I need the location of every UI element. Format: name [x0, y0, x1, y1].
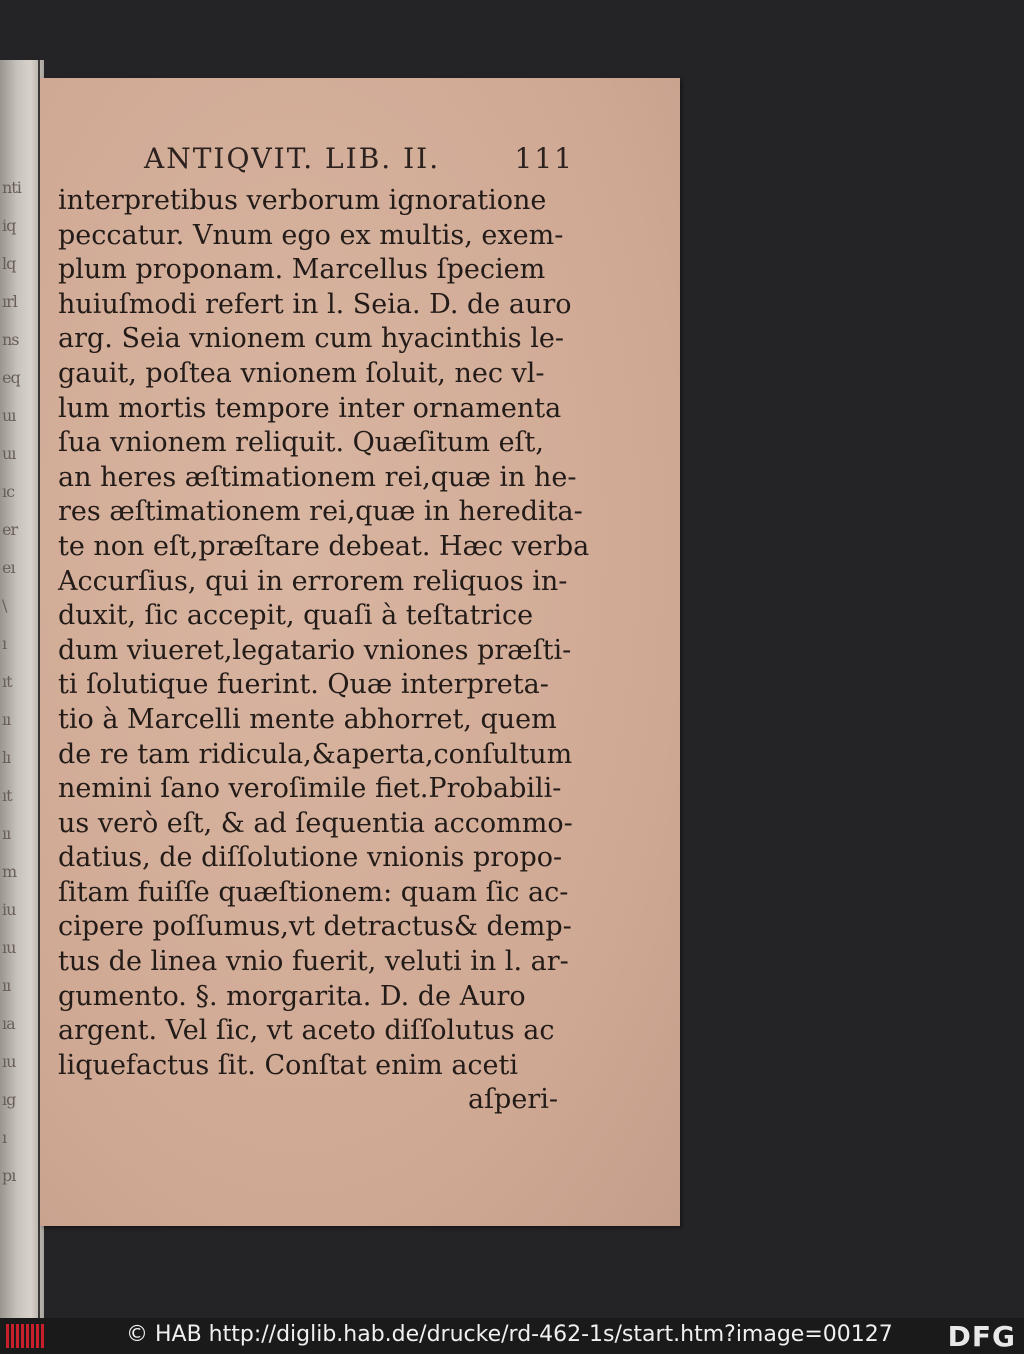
- text-line: duxit, ſic accepit, quaſi à teſtatrice: [58, 600, 534, 632]
- facing-page-fragment: ns: [2, 330, 19, 349]
- facing-page-fragment: er: [2, 520, 18, 539]
- text-line: interpretibus verborum ignoratione: [58, 185, 547, 216]
- text-line: cipere poſſumus,vt detractus& demp-: [58, 911, 572, 943]
- text-line: ti ſolutique fuerint. Quæ interpreta-: [58, 669, 549, 701]
- facing-page-fragment: lı: [2, 748, 11, 767]
- facing-page-fragment: iq: [2, 216, 16, 235]
- text-line: tio à Marcelli mente abhorret, quem: [58, 703, 557, 735]
- facing-page-fragment: ıt: [2, 786, 12, 805]
- text-line: huiuſmodi refert in l. Seia. D. de auro: [58, 288, 572, 320]
- facing-page-fragment: pı: [2, 1166, 16, 1185]
- facing-page-fragment: ıı: [2, 824, 11, 843]
- dfg-logo: DFG: [947, 1320, 1016, 1353]
- facing-page-fragment: lq: [2, 254, 16, 273]
- facing-page-fragment: ıu: [2, 938, 16, 957]
- text-line: Accurſius, qui in errorem reliquos in-: [58, 565, 568, 597]
- text-line: plum proponam. Marcellus ſpeciem: [58, 254, 546, 286]
- text-line: datius, de diſſolutione vnionis propo-: [58, 842, 563, 874]
- facing-page-fragment: nti: [2, 178, 21, 197]
- page-header: [144, 142, 574, 178]
- facing-page-fragment: iu: [2, 900, 16, 919]
- facing-page-fragment: ıa: [2, 1014, 15, 1033]
- facing-page-fragment: ıg: [2, 1090, 16, 1109]
- facing-page-fragment: ı: [2, 634, 7, 653]
- catchword: aſperi-: [467, 1084, 558, 1116]
- facing-page-fragment: uı: [2, 444, 16, 463]
- text-line: nemini ſano veroſimile fiet.Probabili-: [58, 773, 562, 805]
- text-line: arg. Seia vnionem cum hyacinthis le-: [58, 323, 564, 355]
- facing-page-fragment: ıı: [2, 976, 11, 995]
- text-line: us verò eſt, & ad ſequentia accommo-: [58, 807, 573, 839]
- facing-page-fragment: m: [2, 862, 17, 881]
- text-line: ſitam fuiſſe quæſtionem: quam ſic ac-: [58, 876, 569, 908]
- text-line: liquefactus ſit. Conſtat enim aceti: [58, 1049, 519, 1081]
- running-title: ANTIQVIT. LIB. II.: [144, 142, 441, 175]
- text-line: tus de linea vnio fuerit, veluti in l. ar-: [58, 946, 569, 978]
- text-line: gumento. §. morgarita. D. de Auro: [58, 980, 526, 1012]
- facing-page-fragment: eı: [2, 558, 15, 577]
- text-line: an heres æſtimationem rei,quæ in he-: [58, 461, 577, 493]
- facing-page-fragment: eq: [2, 368, 20, 387]
- copyright-link[interactable]: © HAB http://diglib.hab.de/drucke/rd-462-1s/start.htm?image=00127: [126, 1322, 893, 1347]
- facing-page-fragment: ıc: [2, 482, 15, 501]
- text-line: res æſtimationem rei,quæ in heredita-: [58, 496, 583, 528]
- facing-page-fragment: ı: [2, 1128, 7, 1147]
- text-line: argent. Vel ſic, vt aceto diſſolutus ac: [58, 1015, 555, 1047]
- text-line: gauit, poſtea vnionem ſoluit, nec vl-: [58, 357, 545, 389]
- facing-page-fragment: ıt: [2, 672, 12, 691]
- text-line: dum viueret,legatario vniones præſti-: [58, 634, 572, 666]
- facing-page-fragment: ıı: [2, 710, 11, 729]
- text-line: ſua vnionem reliquit. Quæſitum eſt,: [58, 427, 544, 459]
- facing-page-fragment: uı: [2, 406, 16, 425]
- text-line: de re tam ridicula,&aperta,conſultum: [58, 738, 573, 770]
- facing-page-fragment: \: [2, 596, 7, 615]
- text-line: peccatur. Vnum ego ex multis, exem-: [58, 219, 564, 251]
- folio-number: 111: [514, 142, 574, 175]
- facing-page-edge: [0, 60, 44, 1318]
- text-line: te non eſt,præſtare debeat. Hæc verba: [58, 530, 590, 562]
- body-text: [58, 184, 590, 1118]
- text-line: lum mortis tempore inter ornamenta: [58, 392, 562, 424]
- hab-logo-icon: [6, 1324, 46, 1348]
- footer-bar: [0, 1318, 1024, 1354]
- facing-page-fragment: ırl: [2, 292, 17, 311]
- facing-page-fragment: ıu: [2, 1052, 16, 1071]
